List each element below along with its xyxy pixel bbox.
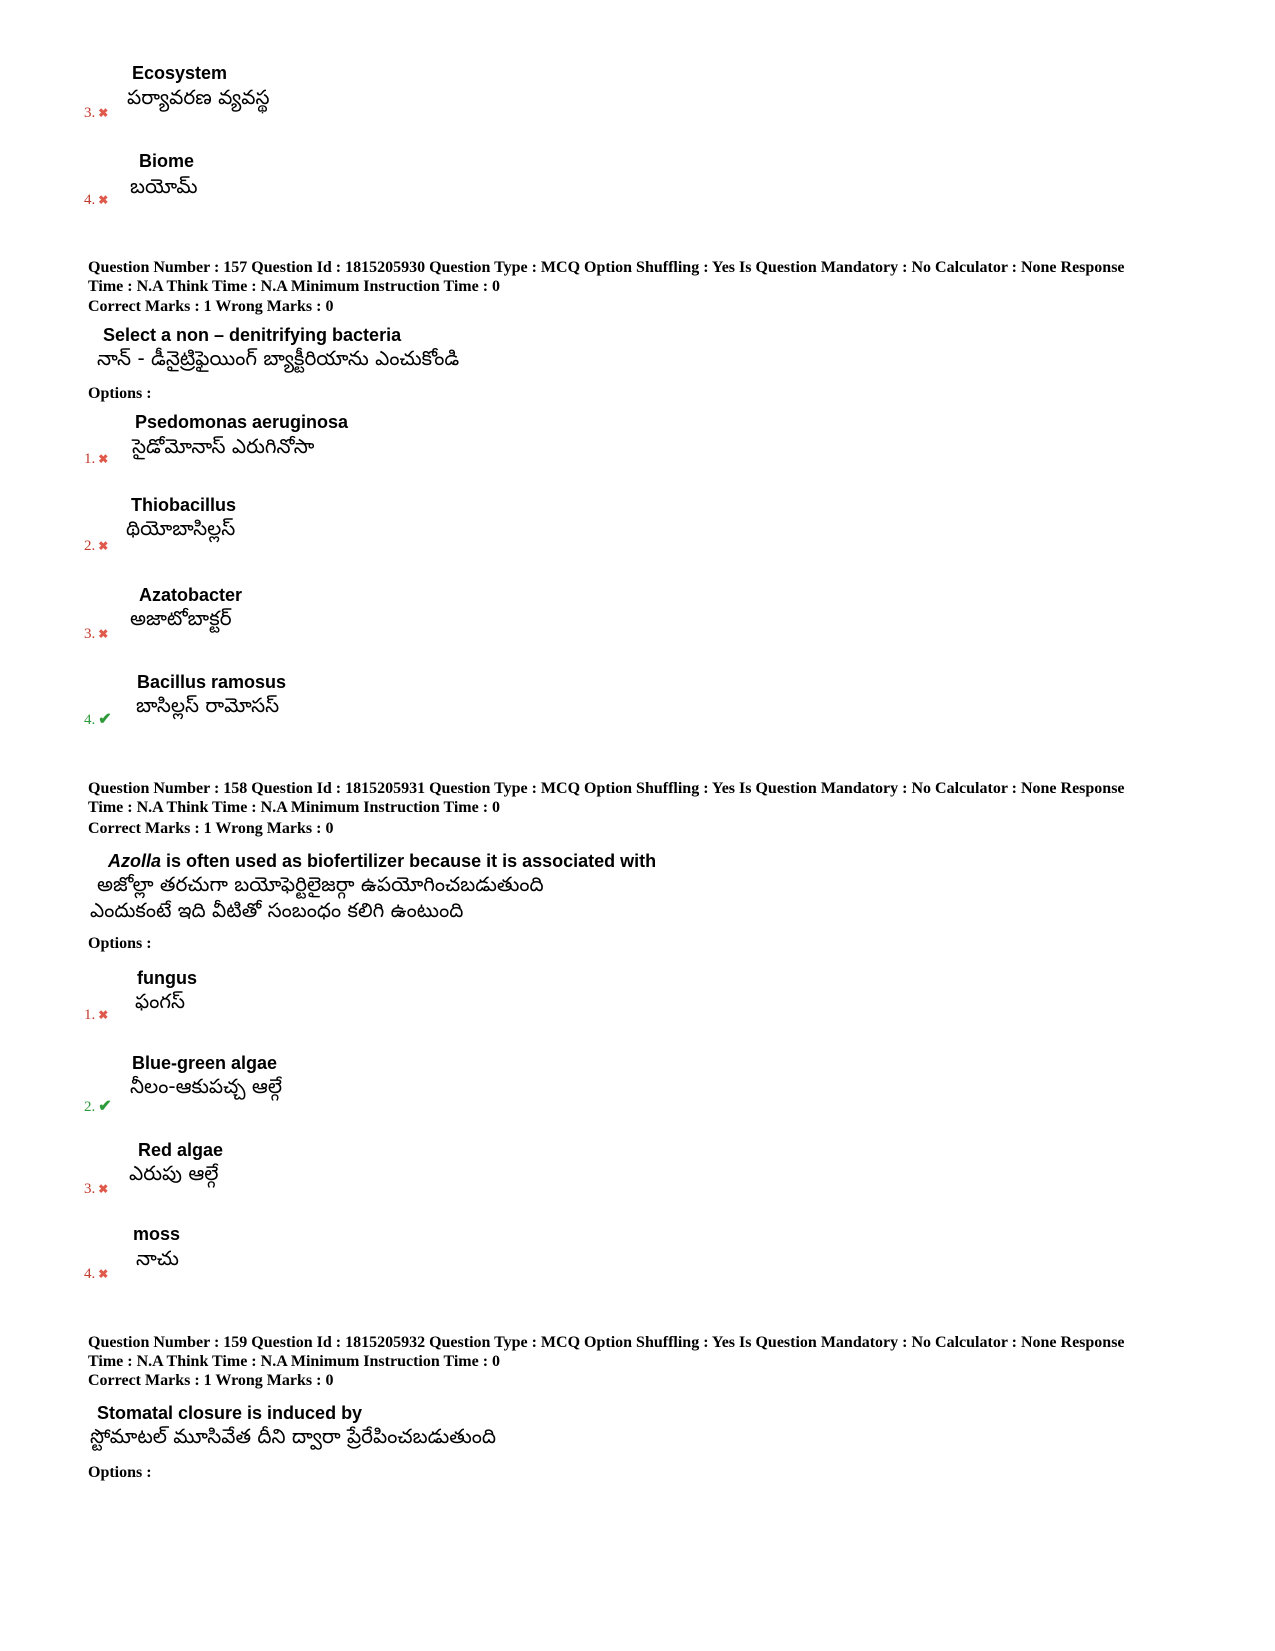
cross-mark-icon: ✖ [98, 452, 109, 466]
question-marks: Correct Marks : 1 Wrong Marks : 0 [88, 1372, 334, 1389]
question-text-en [108, 849, 656, 873]
cross-mark-icon: ✖ [98, 193, 109, 207]
question-meta [88, 258, 1198, 296]
option-number-label: 1. [84, 1007, 96, 1023]
question-meta-line: Time : N.A Think Time : N.A Minimum Instruction Time : 0 [88, 1353, 501, 1370]
option-number-label: 1. [84, 451, 96, 467]
option-number-label: 4. [84, 1266, 96, 1282]
question-meta-line: Question Number : 158 Question Id : 1815205931 Question Type : MCQ Option Shuffling : Yes Is Question Mandatory : No Calculator : None Response [88, 780, 1125, 797]
option-text-te: పర్యావరణ వ్యవస్థ [127, 85, 270, 109]
option-number [84, 1096, 112, 1116]
option-text-te: అజాటోబాక్టర్ [130, 606, 232, 630]
question-meta [88, 1333, 1198, 1371]
option-text-te: థియోబాసిల్లస్ [126, 516, 236, 540]
option-text-te: ఫంగస్ [135, 989, 186, 1013]
question-text-te-line2: ఎందుకంటే ఇది వీటితో సంబంధం కలిగి ఉంటుంది [90, 898, 464, 922]
option-text-en: Bacillus ramosus [137, 672, 287, 692]
question-meta [88, 779, 1198, 817]
option-number [84, 537, 108, 555]
cross-mark-icon: ✖ [98, 106, 109, 120]
question-text-italic: Azolla [108, 851, 162, 871]
option-text-te: బయోమ్ [130, 174, 198, 198]
question-text-te: నాన్ - డీనైట్రిఫైయింగ్ బ్యాక్టీరియాను ఎంచుకోండి [97, 346, 460, 370]
question-text-en: Stomatal closure is induced by [97, 1403, 363, 1423]
question-text-te: అజోల్లా తరచుగా బయోఫెర్టిలైజర్గా ఉపయోగించబడుతుంది [97, 872, 544, 896]
cross-mark-icon: ✖ [98, 627, 109, 641]
option-number [84, 1180, 108, 1198]
question-text-te: స్టోమాటల్ మూసివేత దీని ద్వారా ప్రేరేపించబడుతుంది [90, 1424, 497, 1448]
option-text-en: Thiobacillus [131, 495, 237, 515]
cross-mark-icon: ✖ [98, 539, 109, 553]
question-marks: Correct Marks : 1 Wrong Marks : 0 [88, 820, 334, 837]
option-number [84, 191, 108, 209]
option-number-label: 4. [84, 192, 96, 208]
option-number [84, 625, 108, 643]
option-number-label: 3. [84, 1181, 96, 1197]
question-meta-line: Time : N.A Think Time : N.A Minimum Instruction Time : 0 [88, 278, 501, 295]
option-text-en: moss [133, 1224, 181, 1244]
option-text-te: బాసిల్లస్ రామోసస్ [136, 693, 280, 717]
option-text-en: Blue-green algae [132, 1053, 278, 1073]
option-number-label: 2. [84, 538, 96, 554]
option-number-label: 3. [84, 626, 96, 642]
option-number [84, 709, 112, 729]
question-text-en: Select a non – denitrifying bacteria [103, 325, 402, 345]
question-text-rest: is often used as biofertilizer because it is associated with [161, 851, 657, 871]
cross-mark-icon: ✖ [98, 1182, 109, 1196]
question-meta-line: Question Number : 157 Question Id : 1815205930 Question Type : MCQ Option Shuffling : Yes Is Question Mandatory : No Calculator : None Response [88, 259, 1125, 276]
check-mark-icon: ✔ [98, 711, 112, 728]
option-number-label: 3. [84, 105, 96, 121]
option-text-en: Azatobacter [139, 585, 243, 605]
option-text-te: నీలం-ఆకుపచ్చ ఆల్గే [130, 1074, 283, 1098]
option-number [84, 104, 108, 122]
cross-mark-icon: ✖ [98, 1267, 109, 1281]
option-text-en: Ecosystem [132, 63, 228, 83]
question-meta-line: Question Number : 159 Question Id : 1815205932 Question Type : MCQ Option Shuffling : Yes Is Question Mandatory : No Calculator : None Response [88, 1334, 1125, 1351]
option-number-label: 2. [84, 1099, 96, 1115]
option-text-te: ఎరుపు ఆల్గే [129, 1161, 219, 1185]
option-number [84, 450, 108, 468]
option-number [84, 1006, 108, 1024]
option-text-te: సైడోమోనాస్ ఎరుగినోసా [132, 434, 315, 458]
option-text-en: Red algae [138, 1140, 224, 1160]
option-number-label: 4. [84, 712, 96, 728]
options-label: Options : [88, 1464, 152, 1481]
option-number [84, 1265, 108, 1283]
question-marks: Correct Marks : 1 Wrong Marks : 0 [88, 298, 334, 315]
option-text-en: Psedomonas aeruginosa [135, 412, 349, 432]
cross-mark-icon: ✖ [98, 1008, 109, 1022]
question-meta-line: Time : N.A Think Time : N.A Minimum Instruction Time : 0 [88, 799, 501, 816]
options-label: Options : [88, 935, 152, 952]
check-mark-icon: ✔ [98, 1098, 112, 1115]
option-text-en: Biome [139, 151, 195, 171]
option-text-en: fungus [137, 968, 197, 988]
option-text-te: నాచు [136, 1246, 179, 1270]
options-label: Options : [88, 385, 152, 402]
